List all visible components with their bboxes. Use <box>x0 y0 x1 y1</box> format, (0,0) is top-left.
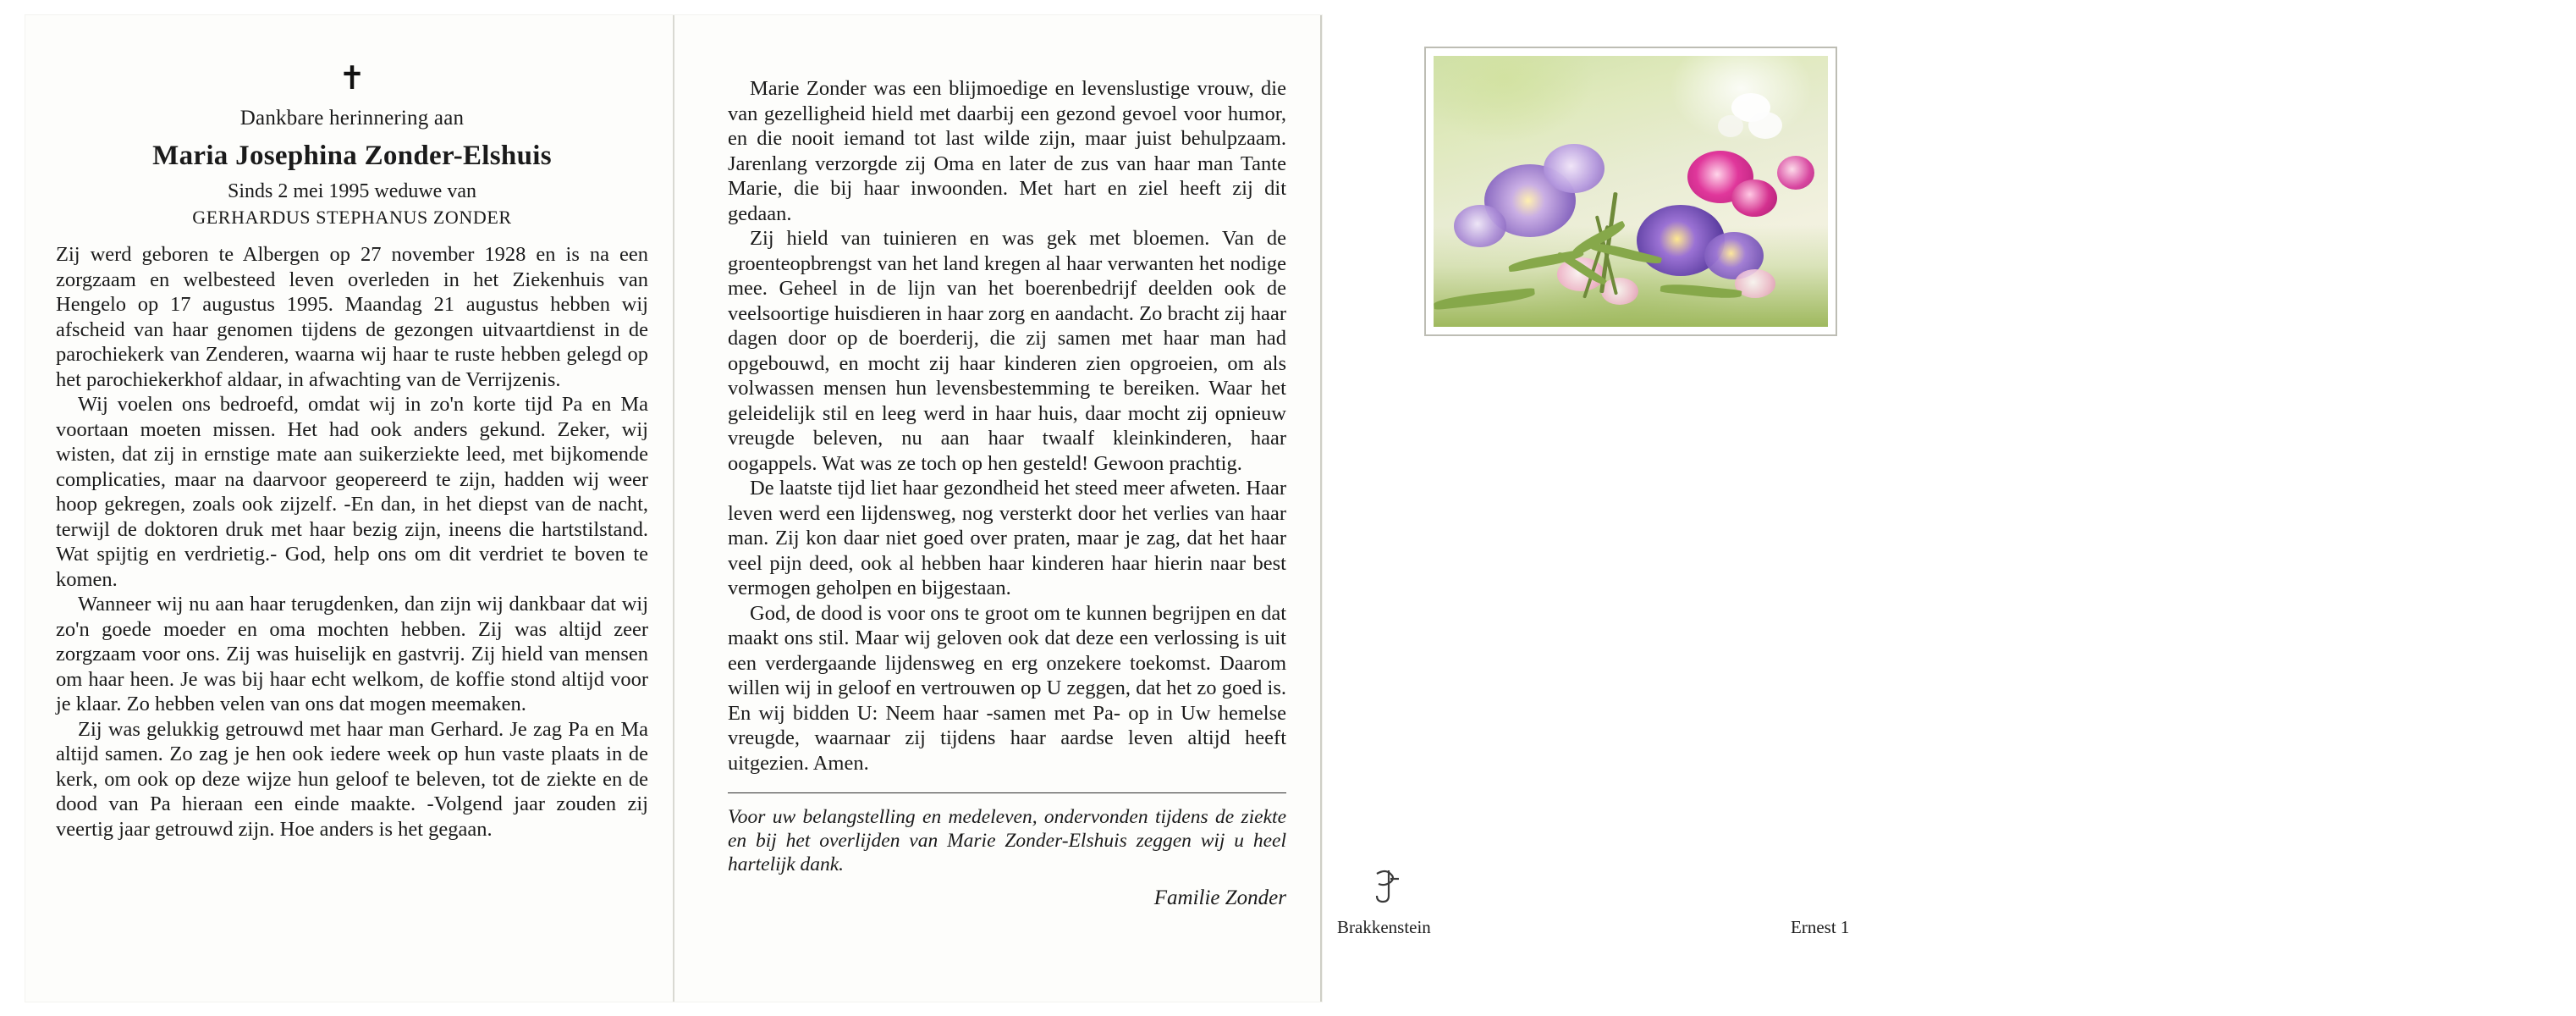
paragraph: God, de dood is voor ons te groot om te kunnen begrijpen en dat maakt ons stil. Maar wij geloven ook dat deze een verlossing is uit een verdergaande lijdensweg en erg onzekere toekomst. Daarom willen wij in geloof en vertrouwen op U zeggen, dat het zo goed is. En wij bidden U: Neem haar -samen met Pa- op in Uw hemelse vreugde, waarnaar zij tijdens haar aardse leven altijd heeft uitgezien. Amen. <box>728 601 1286 775</box>
paragraph: Marie Zonder was een blijmoedige en levenslustige vrouw, die van gezelligheid hield met daarbij een gezond gevoel voor humor, en die nooit iemand tot last wilde zijn, maar juist behulpzaam. Jarenlang verzorgde zij Oma en later de zus van haar man Tante Marie, die bij haar inwoonden. Met hart en ziel heeft zij dit gedaan. <box>728 77 1286 225</box>
divider <box>728 792 1286 793</box>
photo-frame <box>1424 47 1837 336</box>
photo-pink-flower <box>1601 278 1638 305</box>
card-right-column <box>728 76 1286 910</box>
paragraph: Zij werd geboren te Albergen op 27 november 1928 en is na een zorgzaam en welbesteed leven overleden in het Ziekenhuis van Hengelo op 17 augustus 1995. Maandag 21 augustus hebben wij afscheid van haar genomen tijdens de gezongen uitvaartdienst in de parochiekerk van Zenderen, waarna wij haar te ruste hebben gelegd op het parochiekerkhof aldaar, in afwachting van de Verrijzenis. <box>56 243 648 391</box>
cross-icon: ✝ <box>339 61 366 97</box>
photo-purple-flower <box>1544 144 1604 193</box>
paragraph: Zij was gelukkig getrouwd met haar man Gerhard. Je zag Pa en Ma altijd samen. Zo zag je hen ook iedere week op hun vaste plaats in de kerk, om ook op deze wijze hun geloof te beleven, tot de ziekte en de dood van Pa hieraan een einde maakte. -Volgend jaar zouden zij veertig jaar getrouwd zijn. Hoe anders is het gegaan. <box>56 717 648 841</box>
memorial-card <box>25 15 1322 1002</box>
flowers-photograph <box>1434 56 1828 327</box>
paragraph: Zij hield van tuinieren en was gek met bloemen. Van de groenteopbrengst van het land kregen al haar verwanten het nodige mee. Geheel in de lijn van het boerenbedrijf deelden ook de veelsoortige huisdieren in haar zorg en aandacht. Zo bracht zij haar dagen door op de boerderij, die zij samen met haar man had opgebouwd, en mocht zij haar kinderen zien opgroeien, om als volwassen mensen hun levensbestemming te bereiken. Waar het geleidelijk stil en leeg werd in haar huis, daar mocht zij opnieuw vreugde beleven, nu aan haar twaalf kleinkinderen, haar oogappels. Wat was ze toch op hen gesteld! Gewoon prachtig. <box>728 227 1286 475</box>
photo-white-flower <box>1718 115 1743 137</box>
card-heading: Dankbare herinnering aan <box>239 107 465 130</box>
widow-since-line: Sinds 2 mei 1995 weduwe van <box>228 180 476 202</box>
photo-white-flower <box>1748 112 1782 139</box>
photo-magenta-flower <box>1731 179 1777 217</box>
caption-ernest: Ernest 1 <box>1791 917 1850 937</box>
family-signature: Familie Zonder <box>1153 886 1286 909</box>
printer-logo-icon <box>1370 865 1406 906</box>
paragraph: Wij voelen ons bedroefd, omdat wij in zo'n korte tijd Pa en Ma voortaan moeten missen. Het had ook anders gekund. Zeker, wij wisten, dat zij in ernstige mate aan suikerziekte leed, met bijkomende complicaties, maar na daarvoor geopereerd te zijn, hadden wij weer hoop gekregen, zoals ook zijzelf. -En dan, in het diepst van de nacht, terwijl de doktoren druk met haar bezig zijn, ineens die hartstilstand. Wat spijtig en verdrietig.- God, help ons om dit verdriet te boven te komen. <box>56 393 648 591</box>
deceased-name: Maria Josephina Zonder-Elshuis <box>152 141 552 171</box>
card-left-column <box>56 61 648 842</box>
photo-magenta-flower <box>1777 156 1814 190</box>
husband-name: GERHARDUS STEPHANUS ZONDER <box>192 207 512 228</box>
photo-purple-flower <box>1454 205 1506 247</box>
card-fold-line <box>673 15 674 1002</box>
closing-note: Voor uw belangstelling en medeleven, ondervonden tijdens de ziekte en bij het overlijden van Marie Zonder-Elshuis zeggen wij u heel hartelijk dank. <box>728 806 1286 875</box>
paragraph: Wanneer wij nu aan haar terugdenken, dan zijn wij dankbaar dat wij zo'n goede moeder en oma mochten hebben. Zij was altijd zeer zorgzaam voor ons. Zij was huiselijk en gastvrij. Zij hield van mensen om haar heen. Je was bij haar echt welkom, de koffie stond altijd voor je klaar. Zo hebben velen van ons dat mogen meemaken. <box>56 593 648 715</box>
caption-brakkenstein: Brakkenstein <box>1337 917 1431 937</box>
paragraph: De laatste tijd liet haar gezondheid het steed meer afweten. Haar leven werd een lijdensweg, nog versterkt door het verlies van haar man. Zij kon daar niet goed over praten, maar je zag, dat het haar veel pijn deed, ook al hebben haar kinderen haar hierin naar best vermogen geholpen en bijgestaan. <box>728 477 1286 599</box>
